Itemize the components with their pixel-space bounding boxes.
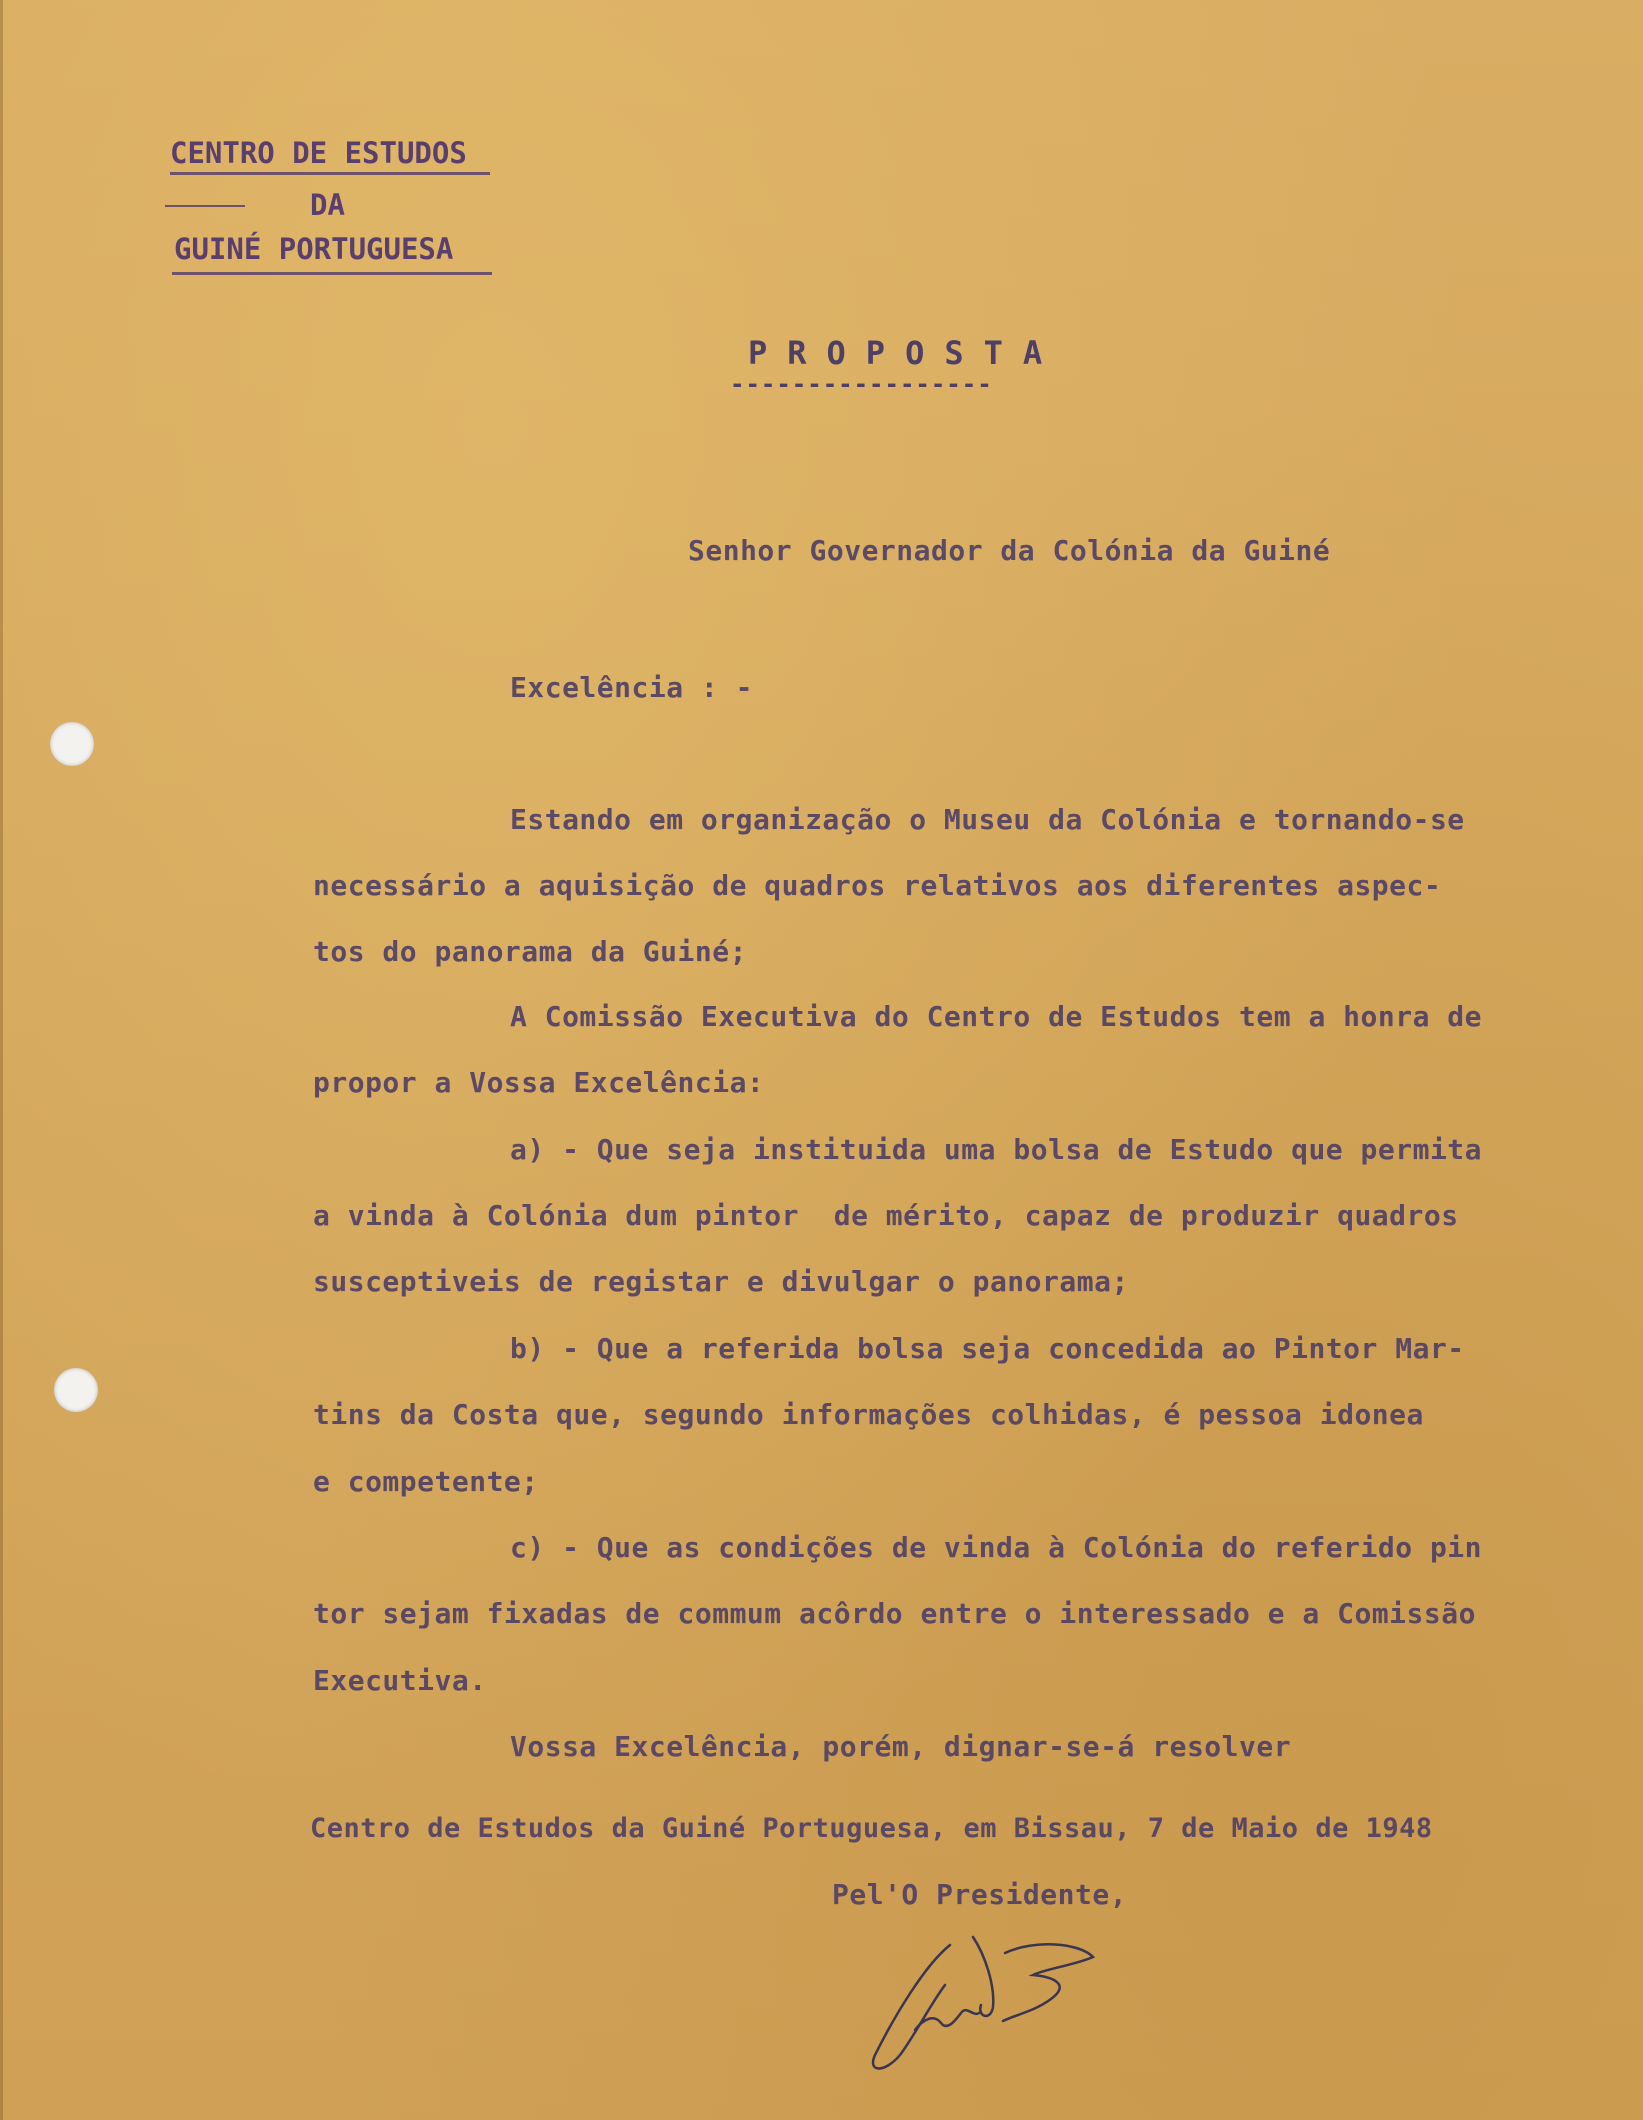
body-line: necessário a aquisição de quadros relativos aos diferentes aspec- <box>313 869 1442 902</box>
body-line: A Comissão Executiva do Centro de Estudos tem a honra de <box>510 1000 1483 1033</box>
stamp-underline-3 <box>172 272 492 275</box>
body-line: Executiva. <box>313 1664 487 1697</box>
handwritten-signature-icon <box>855 1925 1115 2085</box>
addressee: Senhor Governador da Colónia da Guiné <box>688 534 1331 567</box>
body-line: Estando em organização o Museu da Colónia e tornando-se <box>510 803 1465 836</box>
body-line: propor a Vossa Excelência: <box>313 1066 765 1099</box>
stamp-underline-1 <box>170 172 490 175</box>
closing-signatory: Pel'O Presidente, <box>832 1878 1128 1911</box>
stamp-line-1: CENTRO DE ESTUDOS <box>170 136 467 170</box>
stamp-dash-left <box>165 205 245 207</box>
body-line: tos do panorama da Guiné; <box>313 935 747 968</box>
page-edge <box>0 0 3 2120</box>
body-line: susceptiveis de registar e divulgar o panorama; <box>313 1265 1129 1298</box>
salutation: Excelência : - <box>510 671 754 704</box>
body-line: tor sejam fixadas de commum acôrdo entre o interessado e a Comissão <box>313 1597 1476 1630</box>
body-line: c) - Que as condições de vinda à Colónia do referido pin <box>510 1531 1483 1564</box>
body-line: a) - Que seja instituida uma bolsa de Estudo que permita <box>510 1133 1483 1166</box>
punch-hole-bottom <box>54 1368 98 1412</box>
document-title: PROPOSTA <box>748 334 1063 372</box>
body-line: tins da Costa que, segundo informações colhidas, é pessoa idonea <box>313 1398 1424 1431</box>
body-line: e competente; <box>313 1465 539 1498</box>
stamp-line-2: DA <box>310 188 345 222</box>
closing-place-date: Centro de Estudos da Guiné Portuguesa, em Bissau, 7 de Maio de 1948 <box>310 1813 1433 1844</box>
body-line: Vossa Excelência, porém, dignar-se-á resolver <box>510 1730 1292 1763</box>
title-underline: ----------------- <box>730 370 993 398</box>
body-line: b) - Que a referida bolsa seja concedida ao Pintor Mar- <box>510 1332 1465 1365</box>
body-line: a vinda à Colónia dum pintor de mérito, capaz de produzir quadros <box>313 1199 1459 1232</box>
stamp-line-3: GUINÉ PORTUGUESA <box>174 232 454 266</box>
punch-hole-top <box>50 722 94 766</box>
